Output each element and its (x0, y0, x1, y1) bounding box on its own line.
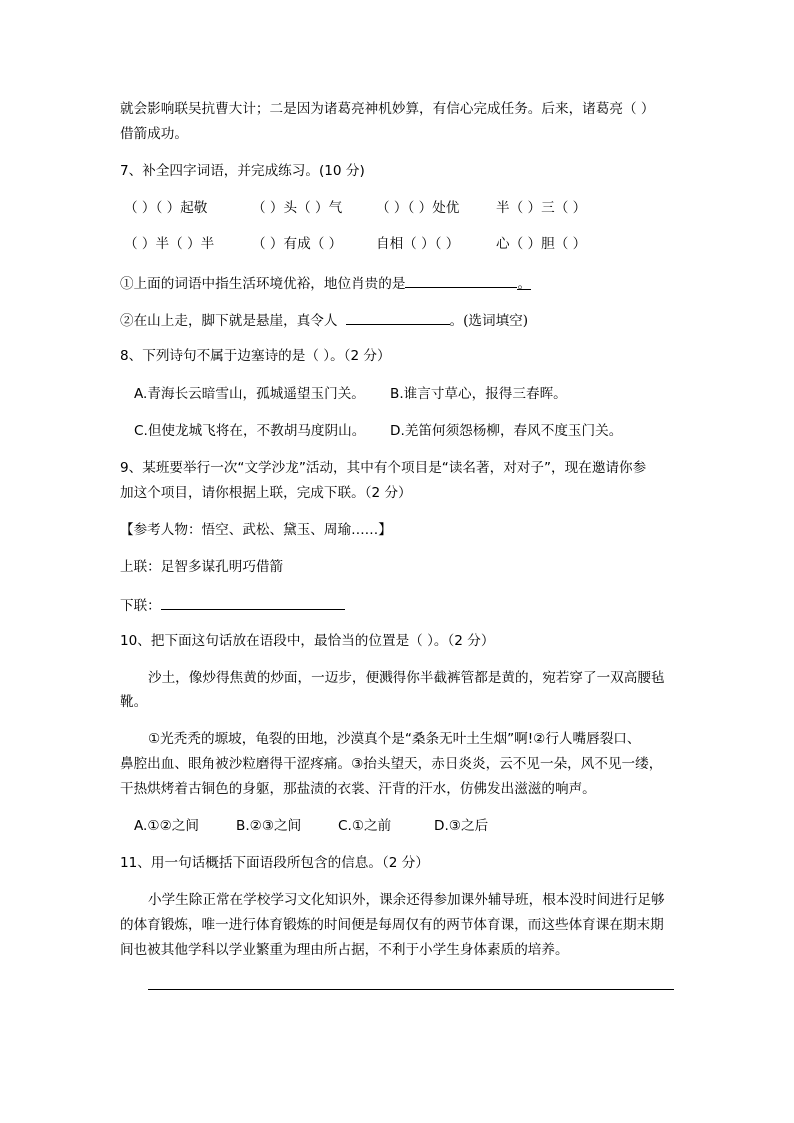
q7-sub-1-end: 。 (517, 276, 532, 292)
q11-answer-line[interactable] (148, 989, 674, 990)
q7-sub-2-text: ②在山上走，脚下就是悬崖，真令人 (120, 313, 338, 329)
q8-option-c: C.但使龙城飞将在，不教胡马度阴山。 (134, 423, 366, 439)
q9-lower-blank[interactable] (161, 594, 345, 610)
q8-option-b: B.谁言寸草心，报得三春晖。 (390, 386, 567, 402)
q10-sentence-line-1: 沙土，像炒得焦黄的炒面，一迈步，便溅得你半截裤管都是黄的，宛若穿了一双高腰毡 (148, 670, 665, 686)
q10-option-c: C.①之前 (338, 818, 392, 834)
q7-sub-1-text: ①上面的词语中指生活环境优裕，地位肖贵的是 (120, 276, 406, 292)
q7-word-2: （ ）头（ ）气 (252, 200, 343, 216)
q10-stem: 10、把下面这句话放在语段中，最恰当的位置是（ ）。（2 分） (120, 633, 495, 649)
q8-option-a: A.青海长云暗雪山，孤城遥望玉门关。 (134, 386, 365, 402)
q7-sub-1-blank[interactable] (405, 272, 517, 288)
q10-passage-line-3: 干热烘烤着古铜色的身躯，那盐渍的衣裳、汗背的汗水，仿佛发出滋滋的响声。 (120, 781, 596, 797)
q7-sub-2-end: 。(选词填空) (449, 313, 529, 329)
q7-word-1: （ ）（ ）起敬 (124, 200, 208, 216)
q9-lower-couplet (120, 594, 345, 616)
continued-line-2: 借箭成功。 (120, 126, 188, 142)
q9-stem-line-2: 加这个项目，请你根据上联，完成下联。（2 分） (120, 485, 412, 501)
q11-passage-line-3: 间也被其他学科以学业繁重为理由所占据，不利于小学生身体素质的培养。 (120, 942, 569, 958)
q8-stem: 8、下列诗句不属于边塞诗的是（ ）。（2 分） (120, 348, 391, 364)
q7-word-8: 心（ ）胆（ ） (496, 236, 587, 252)
continued-line-1: 就会影响联吴抗曹大计；二是因为诸葛亮神机妙算，有信心完成任务。后来，诸葛亮（ ） (120, 101, 655, 117)
q7-word-5: （ ）半（ ）半 (124, 236, 215, 252)
q10-option-d: D.③之后 (434, 818, 489, 834)
q7-sub-2-dot (438, 309, 450, 325)
q7-word-6: （ ）有成（ ） (252, 236, 343, 252)
q7-stem: 7、补全四字词语，并完成练习。(10 分) (120, 163, 365, 179)
q9-upper-couplet: 上联：足智多谋孔明巧借箭 (120, 559, 284, 575)
q7-word-4: 半（ ）三（ ） (496, 200, 587, 216)
q10-passage-line-2: 鼻腔出血、眼角被沙粒磨得干涩疼痛。③抬头望天，赤日炎炎，云不见一朵，风不见一缕， (120, 756, 663, 772)
q10-sentence-line-2: 靴。 (120, 694, 148, 710)
q10-option-b: B.②③之间 (236, 818, 302, 834)
q11-stem: 11、用一句话概括下面语段所包含的信息。（2 分） (120, 855, 429, 871)
q9-reference: 【参考人物：悟空、武松、黛玉、周瑜……】 (120, 522, 392, 538)
q7-sub-2-blank[interactable] (346, 309, 438, 325)
q9-lower-label: 下联： (120, 598, 161, 614)
q11-passage-line-2: 的体育锻炼，唯一进行体育锻炼的时间便是每周仅有的两节体育课，而这些体育课在期末期 (120, 917, 664, 933)
q7-word-3: （ ）（ ）处优 (376, 200, 460, 216)
q10-option-a: A.①②之间 (134, 818, 199, 834)
q10-passage-line-1: ①光秃秃的塬坡，龟裂的田地，沙漠真个是“桑条无叶土生烟”啊!②行人嘴唇裂口、 (148, 731, 641, 747)
q7-sub-2 (120, 309, 528, 331)
q7-word-7: 自相（ ）（ ） (376, 236, 460, 252)
q8-option-d: D.羌笛何须怨杨柳，春风不度玉门关。 (390, 423, 623, 439)
q11-passage-line-1: 小学生除正常在学校学习文化知识外，课余还得参加课外辅导班，根本没时间进行足够 (148, 892, 665, 908)
q9-stem-line-1: 9、某班要举行一次“文学沙龙”活动，其中有个项目是“读名著，对对子”，现在邀请你参 (120, 460, 647, 476)
q7-sub-1 (120, 272, 531, 294)
